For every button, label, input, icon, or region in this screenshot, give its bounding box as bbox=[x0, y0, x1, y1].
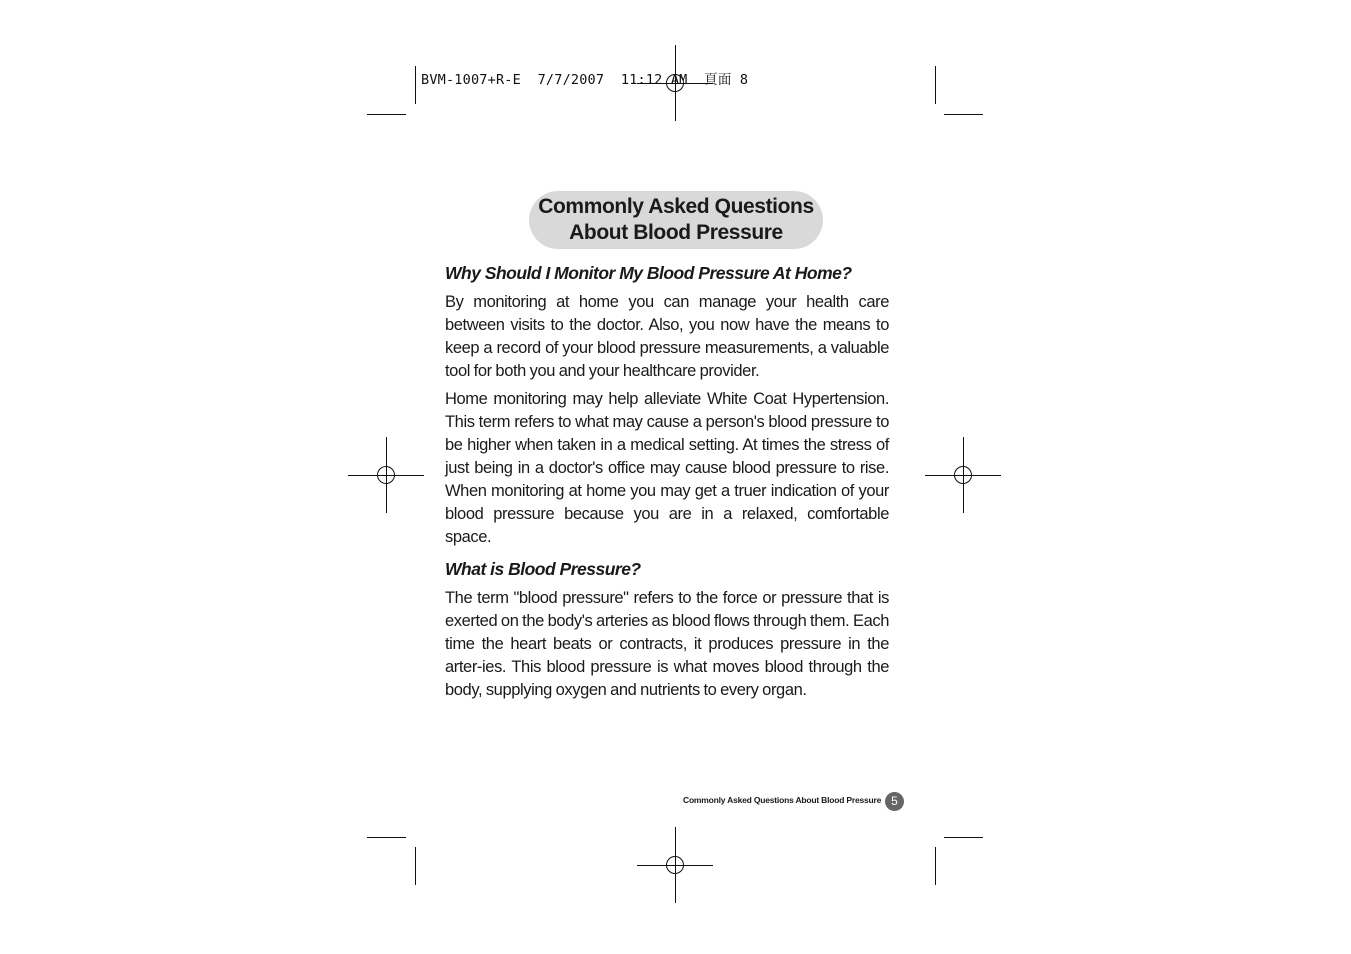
running-footer: Commonly Asked Questions About Blood Pressure bbox=[683, 795, 882, 805]
page-title-line-2: About Blood Pressure bbox=[569, 221, 783, 244]
section-heading: What is Blood Pressure? bbox=[445, 559, 641, 579]
crop-mark bbox=[415, 66, 416, 104]
crop-mark bbox=[367, 837, 406, 838]
paragraph: The term "blood pressure" refers to the force or pressure that is exerted on the body's arteries as blood flows through them. Each time the heart beats or contracts, it produces pressure in the arter-ies. This blood pressure is what moves blood through the body, supplying oxygen and nutrients to every organ. bbox=[445, 589, 889, 699]
registration-mark bbox=[348, 437, 424, 513]
registration-mark bbox=[925, 437, 1001, 513]
page-title-line-1: Commonly Asked Questions bbox=[538, 195, 814, 218]
registration-mark bbox=[637, 827, 713, 903]
crop-mark bbox=[367, 114, 406, 115]
section-heading: Why Should I Monitor My Blood Pressure At Home? bbox=[445, 263, 852, 283]
page-title bbox=[529, 191, 823, 249]
crop-mark bbox=[935, 847, 936, 885]
crop-mark bbox=[415, 847, 416, 885]
page-number-badge: 5 bbox=[885, 792, 904, 811]
crop-mark bbox=[944, 114, 983, 115]
crop-mark bbox=[944, 837, 983, 838]
paragraph: Home monitoring may help alleviate White Coat Hypertension. This term refers to what may cause a person's blood pressure to be higher when taken in a medical setting. At times the stress of just being in a doctor's office may cause blood pressure to rise. When monitoring at home you may get a truer indication of your blood pressure because you are in a relaxed, comfortable space. bbox=[445, 390, 889, 546]
paragraph: By monitoring at home you can manage your health care between visits to the doctor. Also, you now have the means to keep a record of your blood pressure measurements, a valuable tool for both you and your healthcare provider. bbox=[445, 293, 889, 380]
crop-mark bbox=[935, 66, 936, 104]
print-slug: BVM-1007+R-E 7/7/2007 11:12 AM 頁面 8 bbox=[421, 72, 749, 88]
